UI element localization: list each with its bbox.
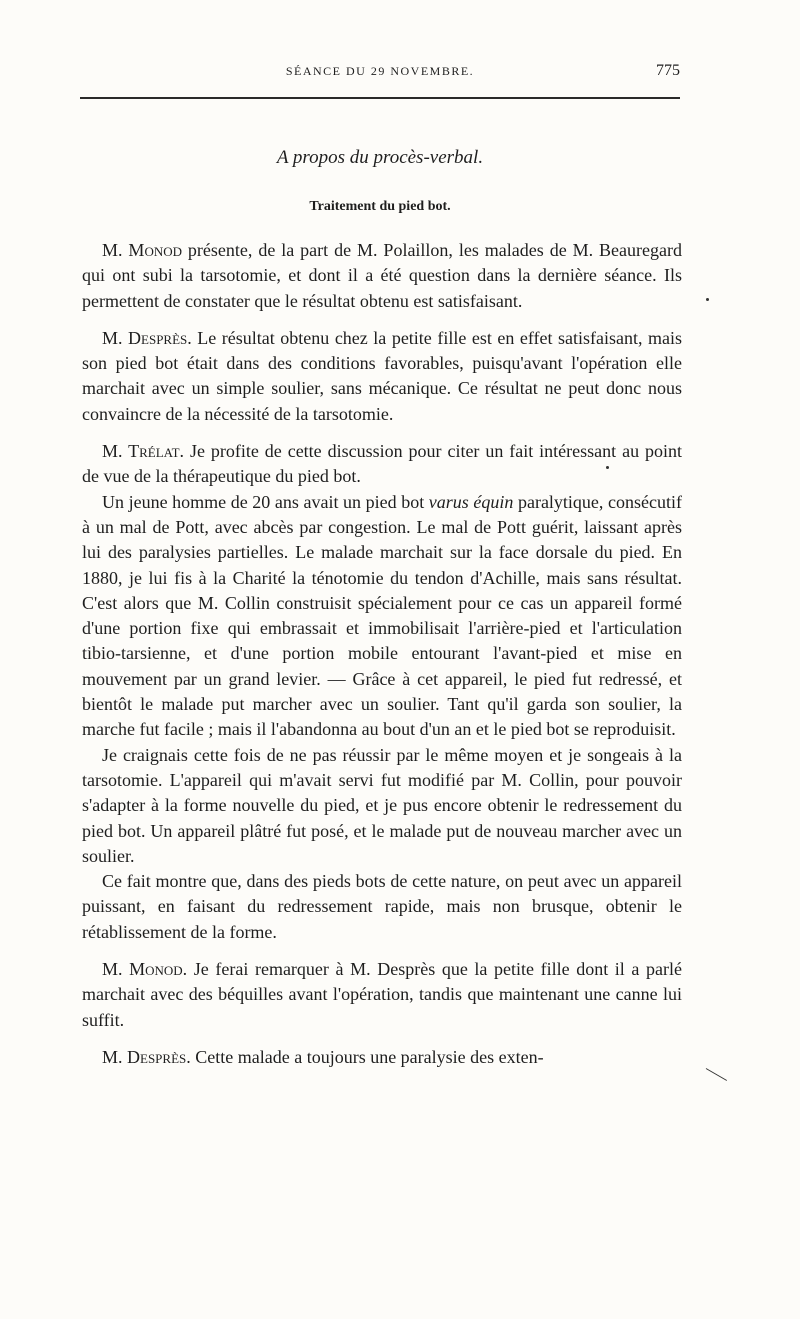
paragraph-text: . Cette malade a toujours une paralysie des exten- [186, 1046, 544, 1067]
page-header [80, 62, 680, 86]
speaker-name: M. Monod [102, 240, 182, 260]
subtitle: Traitement du pied bot. [309, 199, 451, 214]
paragraph-trelat [82, 439, 682, 490]
paragraph-case [82, 490, 682, 743]
margin-mark [706, 298, 709, 301]
body-text [82, 238, 682, 1070]
speaker-name: M. Desprès [102, 1046, 187, 1067]
paragraph-text: . Le résultat obtenu chez la petite fille est en effet satisfaisant, mais son pied bot était dans des conditions favorables, puisqu'avant l'opération elle marchait avec un simple soulier, sans mécanique. Ce résultat ne peut donc nous convaincre de la nécessité de la tarsotomie. [82, 327, 683, 424]
paragraph-text: Un jeune homme de 20 ans avait un pied bot [102, 491, 429, 512]
paragraph-conclusion [82, 869, 682, 945]
paragraph-text: Ce fait montre que, dans des pieds bots de cette nature, on peut avec un appareil puissant, en faisant du redressement rapide, mais non brusque, obtenir le rétablissement de la forme. [82, 871, 682, 942]
paragraph-text: Je craignais cette fois de ne pas réussir par le même moyen et je songeais à la tarsotomie. L'appareil qui m'avait servi fut modifié par M. Collin, pour pouvoir s'adapter à la forme nouvelle du pied, et je pus encore obtenir le redressement du pied bot. Un appareil plâtré fut posé, et le malade put de nouveau marcher avec un soulier. [82, 744, 682, 866]
paragraph-monod-2 [82, 957, 682, 1033]
margin-mark [706, 1068, 727, 1081]
paragraph-monod-1 [82, 238, 682, 314]
speaker-name: M. Trélat [102, 441, 180, 462]
paragraph-text: . Je ferai remarquer à M. Desprès que la petite fille dont il a parlé marchait avec des béquilles avant l'opération, tandis que maintenant une canne lui suffit. [82, 959, 682, 1030]
emphasis-term: varus équin [428, 491, 514, 512]
paragraph-text: paralytique, consécutif à un mal de Pott, avec abcès par congestion. Le mal de Pott guérit, laissant après lui des paralysies partielles. Le malade marchait sur la face dorsale du pied. En 1880, je lui fis à la Charité la ténotomie du tendon d'Achille, mais sans résultat. C'est alors que M. Collin construisit spécialement pour ce cas un appareil formé d'une portion fixe qui embrassait et immobilisait l'arrière-pied et l'articulation tibio-tarsienne, et d'une portion mobile entourant l'avant-pied et mise en mouvement par un grand levier. — Grâce à cet appareil, le pied fut redressé, et bientôt le malade put marcher avec un soulier. Tant qu'il garda son soulier, la marche fut facile ; mais il l'abandonna au bout d'un an et le pied bot se reproduisit. [82, 491, 682, 740]
paragraph-tarsotomie [82, 743, 682, 869]
paragraph-despres-1 [82, 326, 682, 427]
margin-mark [606, 466, 609, 469]
paragraph-despres-2 [82, 1045, 682, 1070]
running-head: SÉANCE DU 29 NOVEMBRE. [285, 64, 475, 78]
paragraph-text: présente, de la part de M. Polaillon, les malades de M. Beauregard qui ont subi la tarsotomie, et dont il a été question dans la dernière séance. Ils permettent de constater que le résultat obtenu est satisfaisant. [82, 240, 682, 311]
speaker-name: M. Monod [102, 959, 183, 980]
speaker-name: M. Desprès [102, 327, 188, 348]
section-title: A propos du procès-verbal. [276, 147, 484, 168]
page-number: 775 [656, 62, 680, 79]
header-rule [80, 97, 680, 99]
paragraph-text: . Je profite de cette discussion pour citer un fait intéressant au point de vue de la thérapeutique du pied bot. [82, 441, 682, 487]
